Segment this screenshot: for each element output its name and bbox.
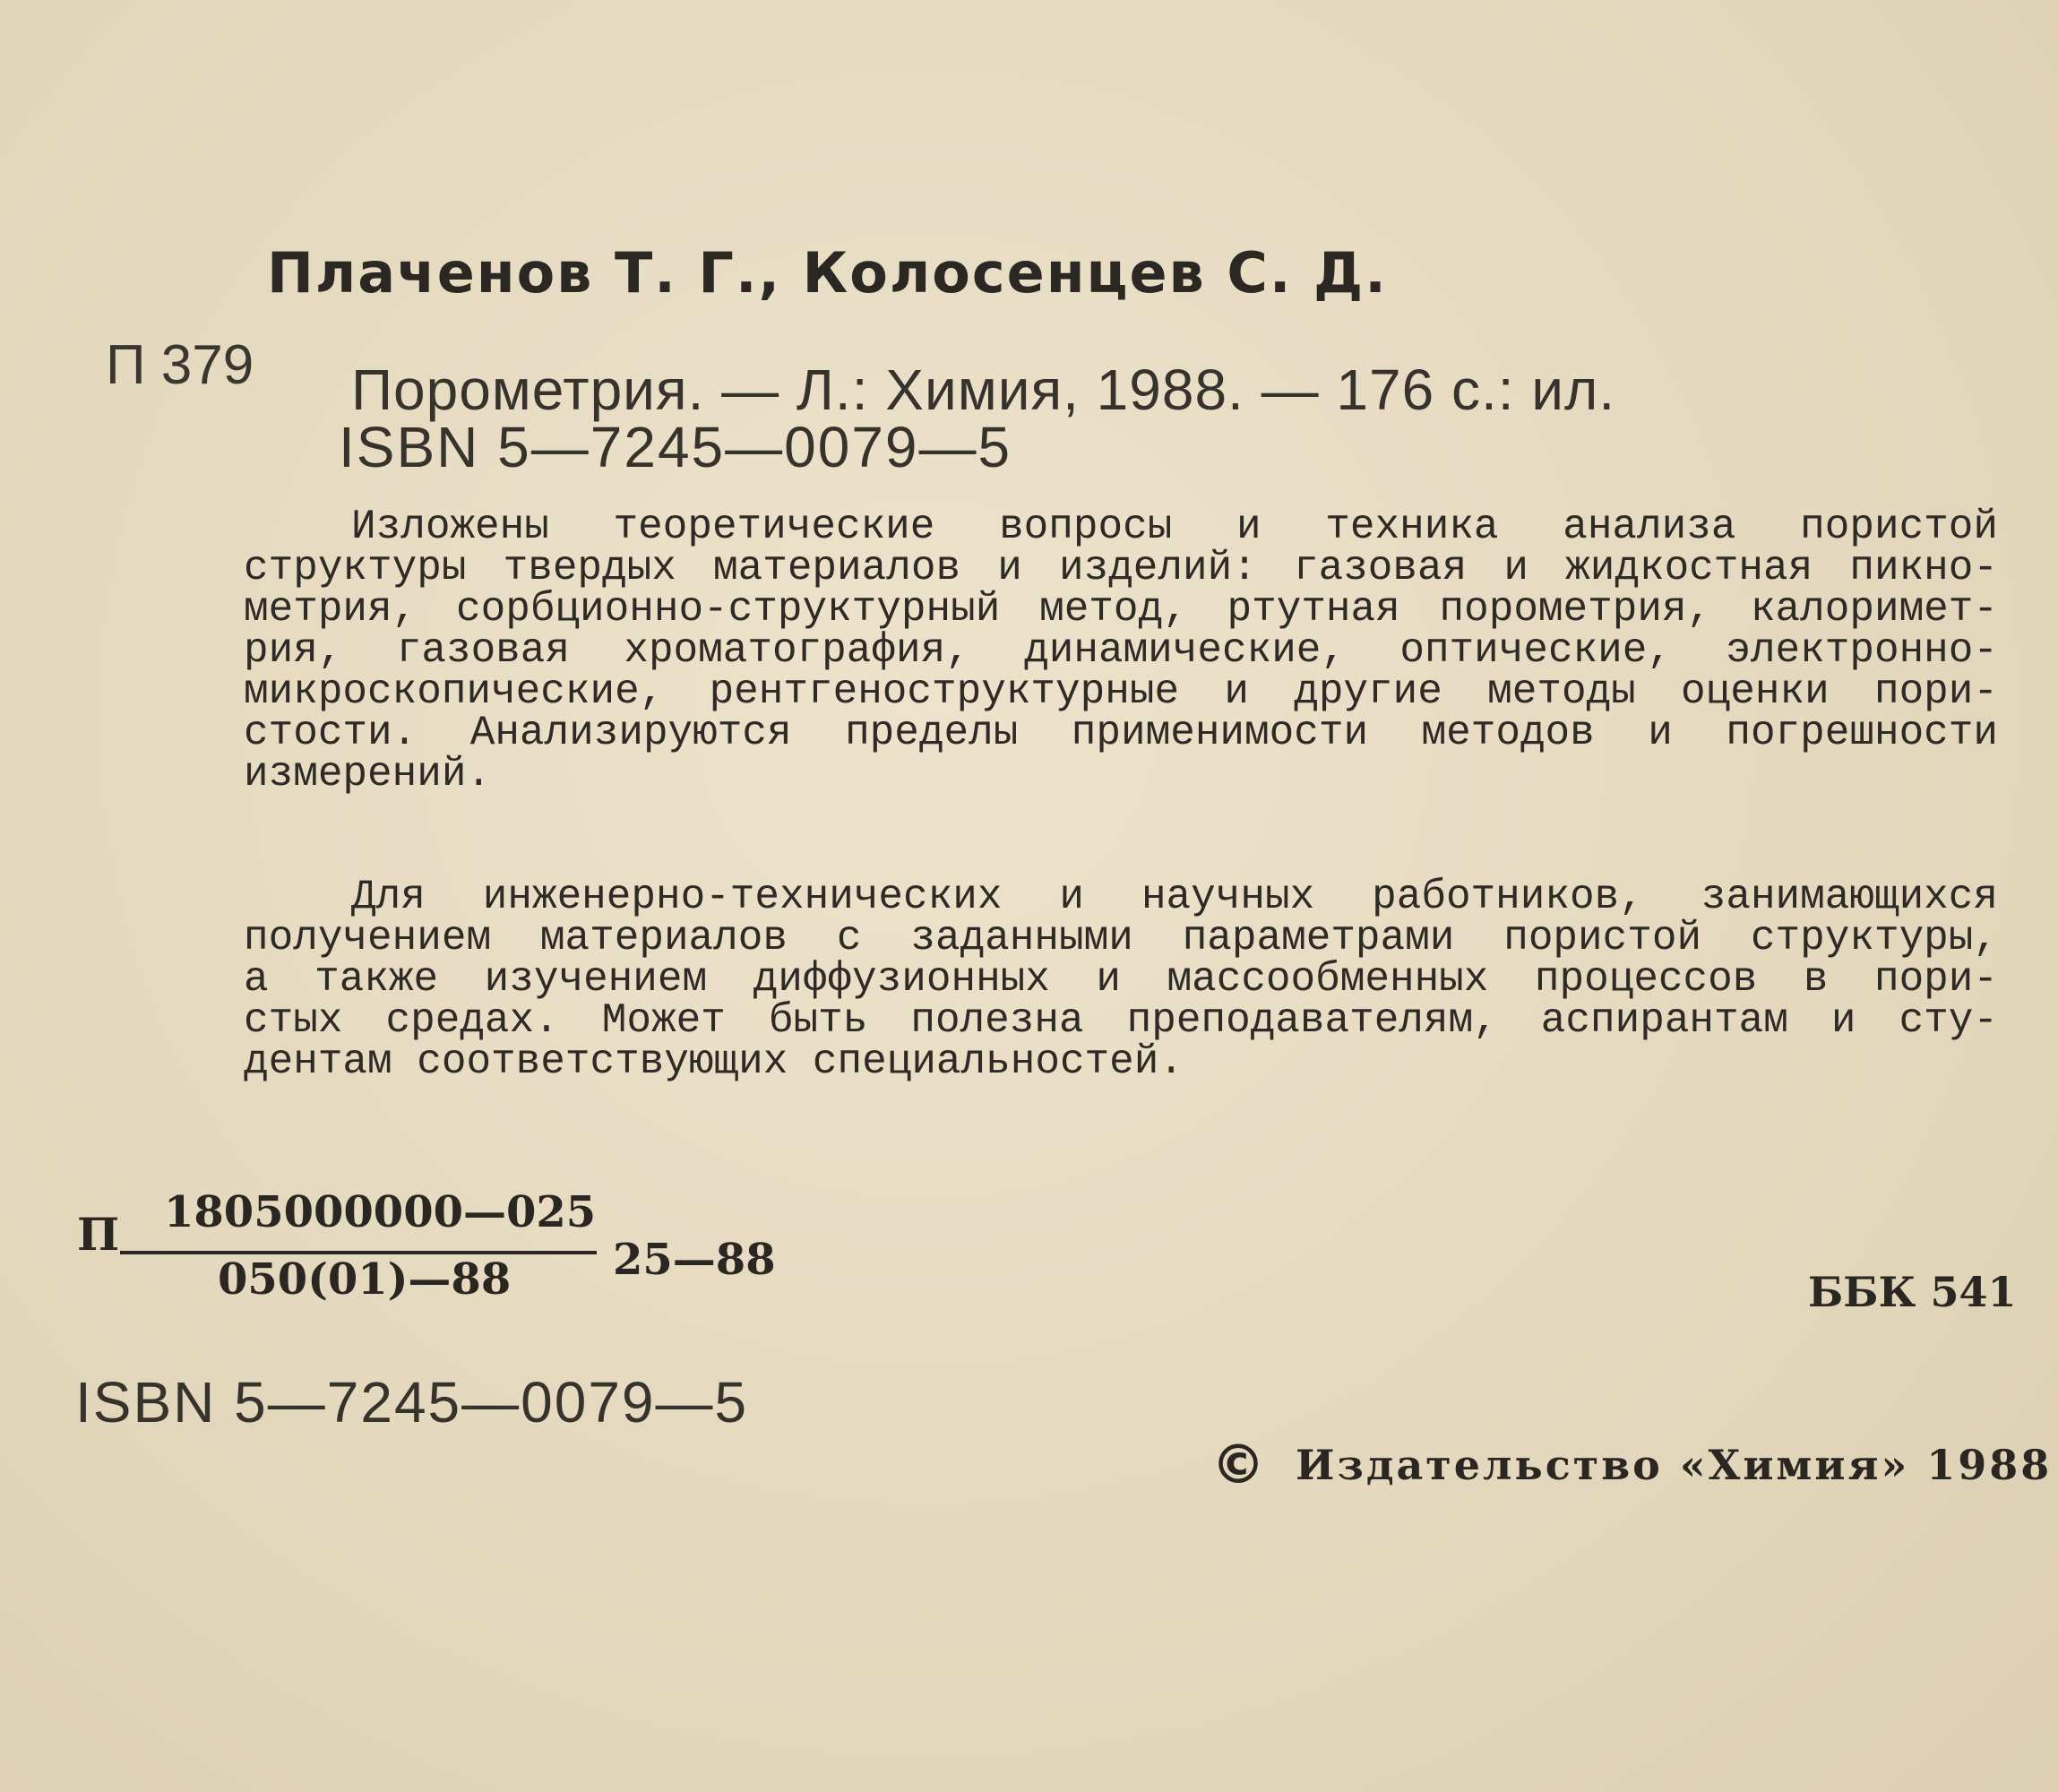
abstract-line: получением материалов с заданными параметрами пористой структуры, [244, 915, 1998, 961]
abstract-line: а также изучением диффузионных и массообменных процессов в пори- [244, 956, 1998, 1003]
abstract-line: структуры твердых материалов и изделий: газовая и жидкостная пикно- [244, 545, 1998, 591]
call-number: П 379 [106, 334, 254, 396]
classification-letter: П [77, 1208, 120, 1261]
abstract-line: метрия, сорбционно-структурный метод, ртутная порометрия, калоримет- [244, 586, 1998, 633]
classification-suffix: 25—88 [613, 1235, 776, 1285]
classification-numerator: 1805000000—025 [164, 1187, 597, 1237]
copyright-text: Издательство «Химия» 1988 [1296, 1441, 2053, 1489]
bibliographic-title: Порометрия. — Л.: Химия, 1988. — 176 с.: ил. [351, 358, 1616, 422]
abstract-line: рия, газовая хроматография, динамические, оптические, электронно- [244, 627, 1998, 674]
bbk-code: ББК 541 [1808, 1268, 2017, 1316]
abstract-paragraph-1 [244, 506, 1998, 795]
isbn-bottom: ISBN 5—7245—0079—5 [75, 1370, 749, 1434]
abstract-line: Для инженерно-технических и научных работников, занимающихся [351, 874, 1998, 920]
abstract-line: микроскопические, рентгеноструктурные и другие методы оценки пори- [244, 668, 1998, 715]
authors: Плаченов Т. Г., Колосенцев С. Д. [267, 240, 1388, 306]
abstract-line: стых средах. Может быть полезна преподавателям, аспирантам и сту- [244, 997, 1998, 1044]
copyright-icon: © [1211, 1434, 1265, 1496]
isbn-top: ISBN 5—7245—0079—5 [339, 415, 1012, 479]
abstract-paragraph-2 [244, 874, 1998, 1085]
abstract-line: стости. Анализируются пределы применимости методов и погрешности [244, 710, 1998, 756]
classification-denominator: 050(01)—88 [218, 1254, 512, 1305]
abstract-line: Изложены теоретические вопросы и техника анализа пористой [351, 504, 1998, 550]
abstract-line: дентам соответствующих специальностей. [244, 1038, 1184, 1085]
abstract-line: измерений. [244, 751, 492, 797]
